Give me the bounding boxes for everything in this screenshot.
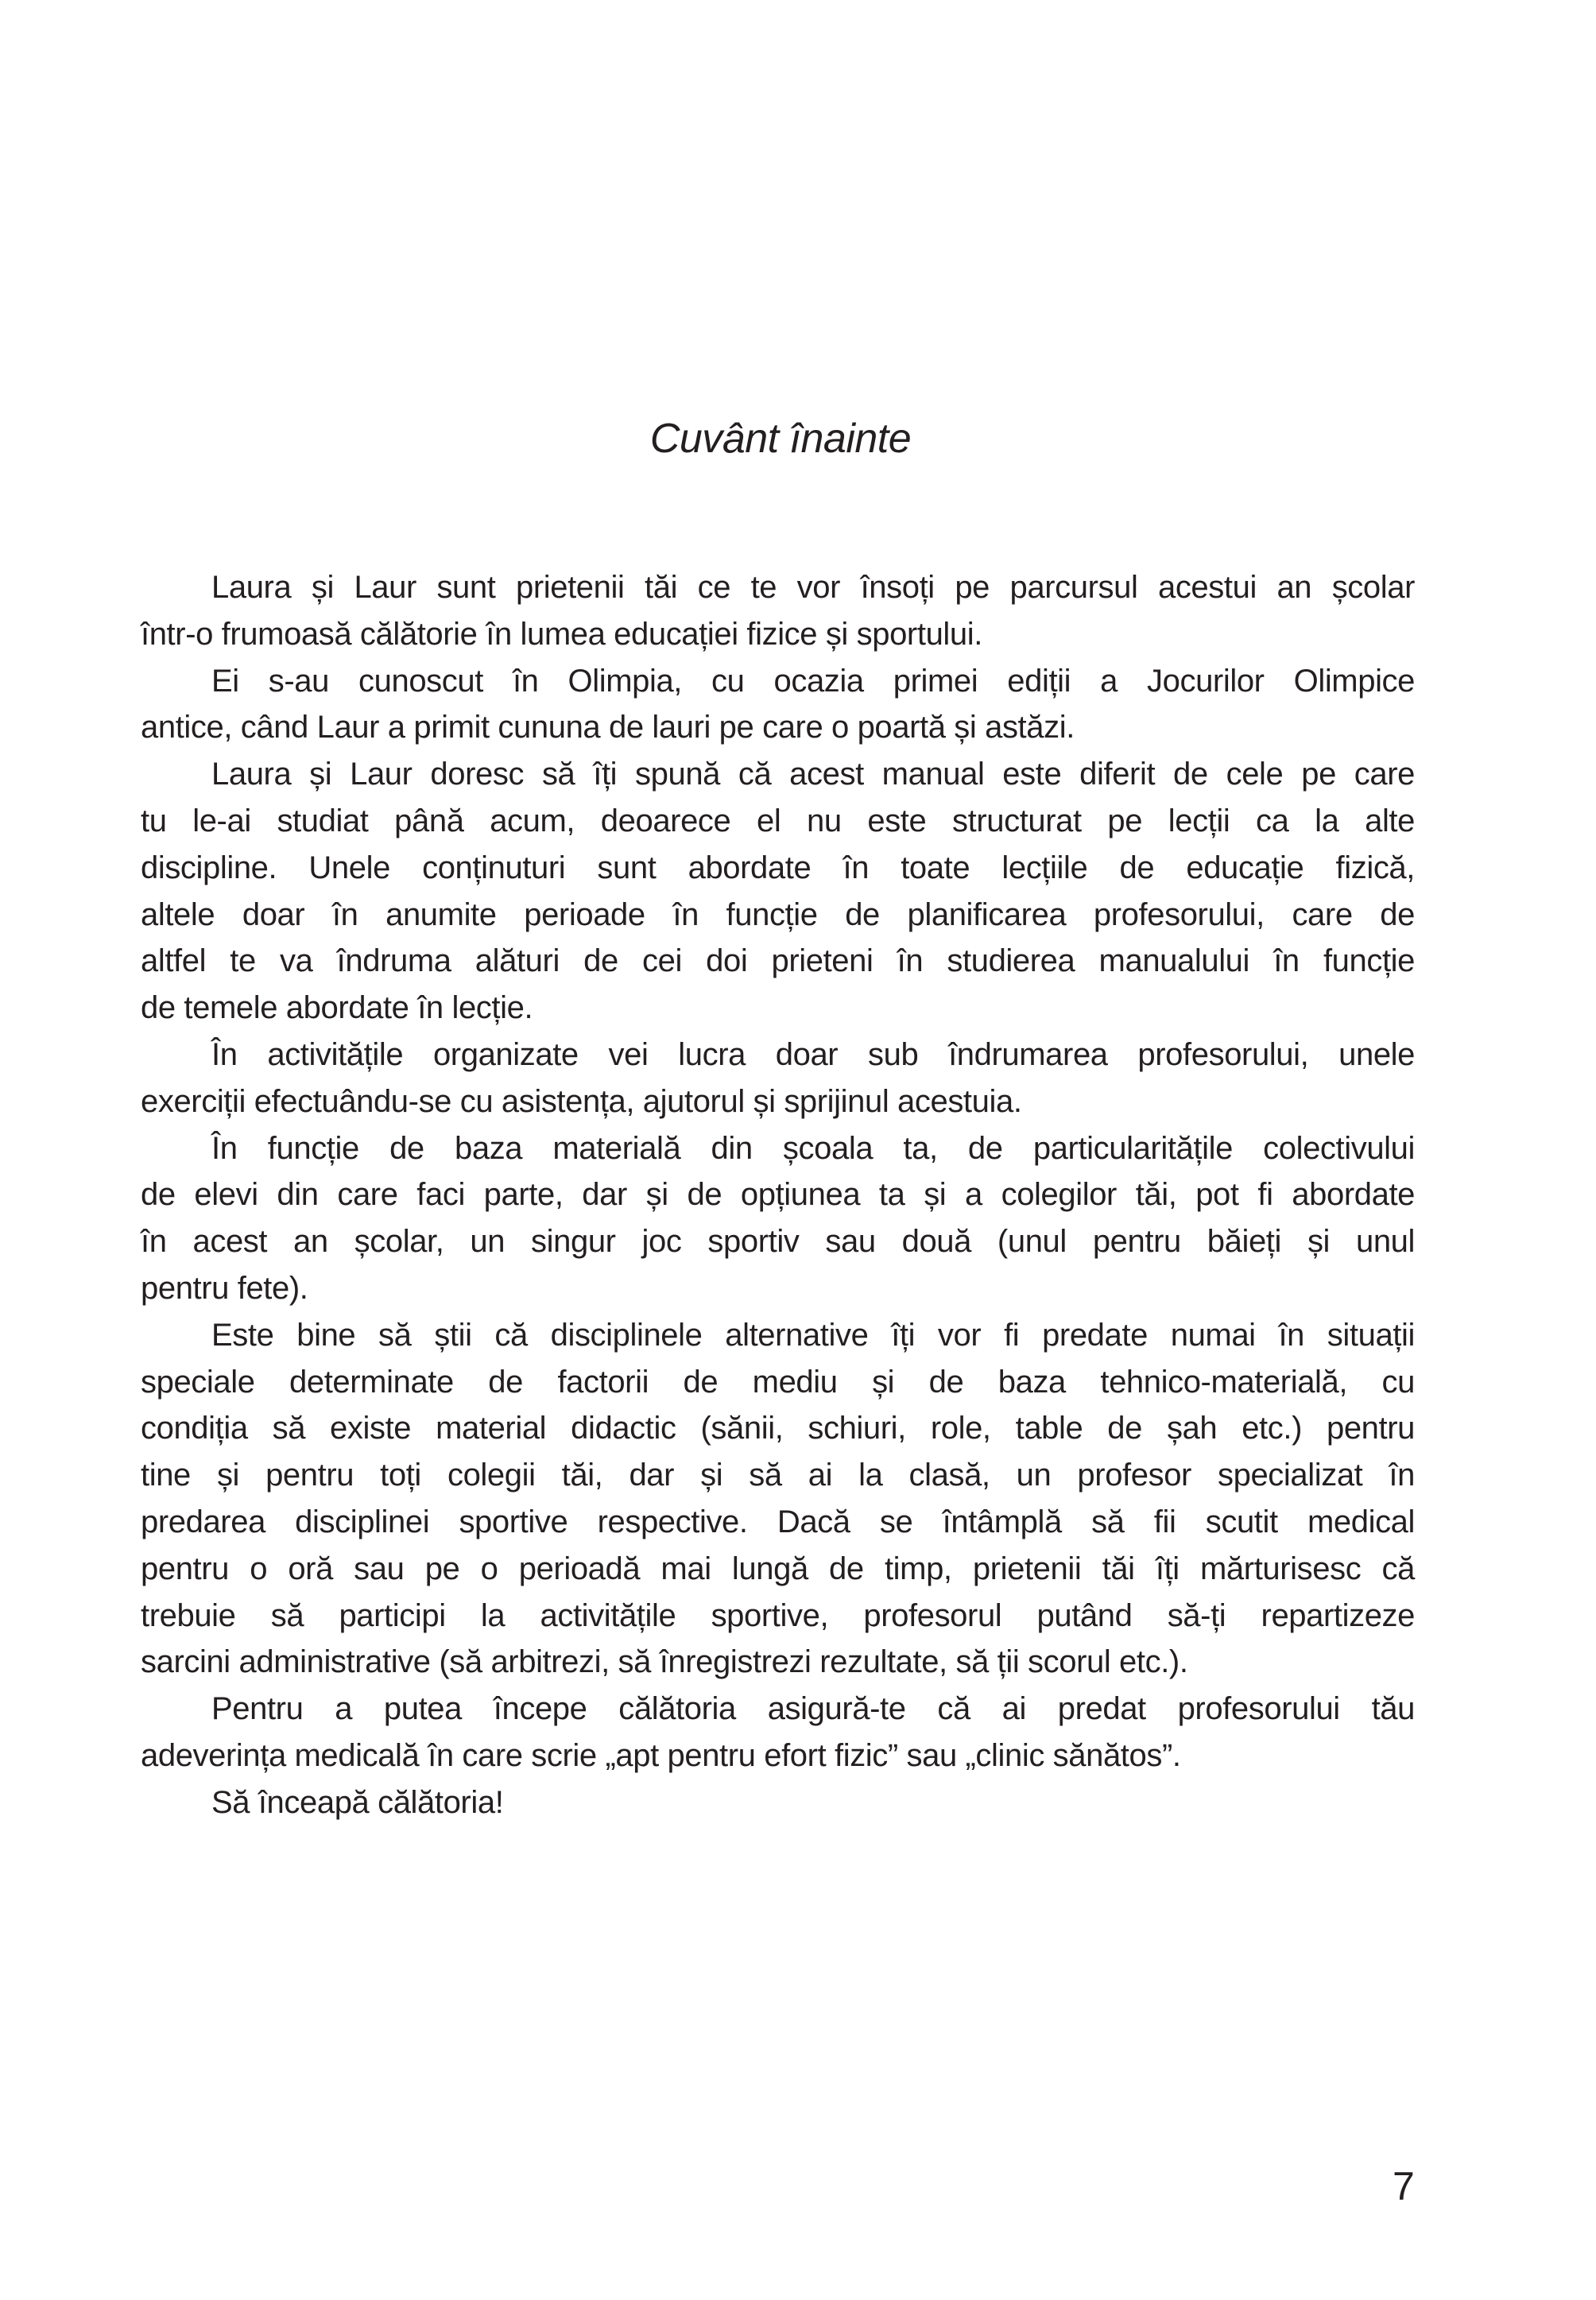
page-number: 7 xyxy=(1393,2164,1415,2209)
text-line: pentru fete). xyxy=(141,1270,308,1306)
text-line: antice, când Laur a primit cununa de lauri pe care o poartă și astăzi. xyxy=(141,710,1075,745)
text-line: pentru o oră sau pe o perioadă mai lungă de timp, prietenii tăi îți mărturisesc că xyxy=(141,1551,1415,1586)
text-line: discipline. Unele conținuturi sunt abordate în toate lecțiile de educație fizică, xyxy=(141,850,1415,885)
text-line: exerciții efectuându-se cu asistența, ajutorul și sprijinul acestuia. xyxy=(141,1083,1022,1119)
text-line: În funcție de baza materială din școala ta, de particularitățile colectivului xyxy=(211,1130,1415,1166)
text-line: trebuie să participi la activitățile sportive, profesorul putând să-ți repartizeze xyxy=(141,1597,1415,1633)
page-title: Cuvânt înainte xyxy=(649,416,912,462)
text-line: altele doar în anumite perioade în funcție de planificarea profesorului, care de xyxy=(141,896,1415,932)
text-line: În activitățile organizate vei lucra doar sub îndrumarea profesorului, unele xyxy=(211,1036,1415,1072)
text-line: Laura și Laur sunt prietenii tăi ce te vor însoți pe parcursul acestui an școlar xyxy=(211,570,1415,605)
text-line: sarcini administrative (să arbitrezi, să înregistrezi rezultate, să ții scorul etc.). xyxy=(141,1644,1188,1680)
text-line: de elevi din care faci parte, dar și de opțiunea ta și a colegilor tăi, pot fi abordate xyxy=(141,1177,1415,1213)
text-line: condiția să existe material didactic (sănii, schiuri, role, table de șah etc.) pentru xyxy=(141,1411,1415,1446)
text-line: tine și pentru toți colegii tăi, dar și să ai la clasă, un profesor specializat în xyxy=(141,1458,1415,1493)
text-line: Ei s-au cunoscut în Olimpia, cu ocazia primei ediții a Jocurilor Olimpice xyxy=(211,663,1415,699)
text-line: Laura și Laur doresc să îți spună că acest manual este diferit de cele pe care xyxy=(211,757,1415,792)
text-line: Să înceapă călătoria! xyxy=(211,1784,504,1820)
body-text xyxy=(141,564,1415,1826)
text-line: speciale determinate de factorii de mediu și de baza tehnico-materială, cu xyxy=(141,1364,1415,1400)
text-line: în acest an școlar, un singur joc sportiv sau două (unul pentru băieți și unul xyxy=(141,1224,1415,1260)
text-line: adeverința medicală în care scrie „apt pentru efort fizic” sau „clinic sănătos”. xyxy=(141,1737,1181,1773)
text-line: de temele abordate în lecție. xyxy=(141,990,533,1026)
text-line: într-o frumoasă călătorie în lumea educației fizice și sportului. xyxy=(141,616,982,652)
text-line: altfel te va îndruma alături de cei doi prieteni în studierea manualului în funcție xyxy=(141,943,1415,979)
text-line: Pentru a putea începe călătoria asigură-te că ai predat profesorului tău xyxy=(211,1691,1415,1727)
text-line: tu le-ai studiat până acum, deoarece el nu este structurat pe lecții ca la alte xyxy=(141,803,1415,838)
text-line: predarea disciplinei sportive respective. Dacă se întâmplă să fii scutit medical xyxy=(141,1504,1415,1539)
text-line: Este bine să știi că disciplinele alternative îți vor fi predate numai în situații xyxy=(211,1317,1415,1353)
